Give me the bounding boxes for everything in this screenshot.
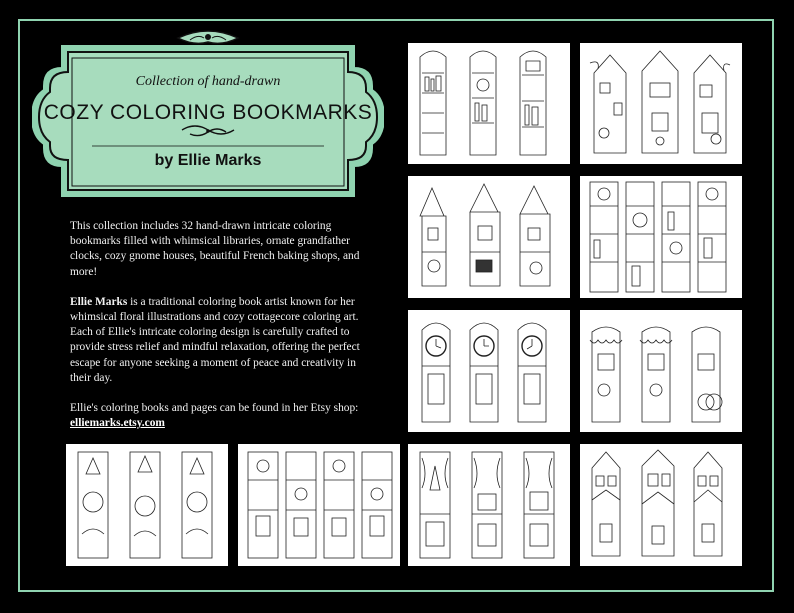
thumb-cupboard-bookmarks: [238, 444, 400, 566]
cupboard-bookmarks-art: [238, 444, 400, 566]
page-title: COZY COLORING BOOKMARKS: [43, 101, 373, 124]
description-block: [70, 219, 370, 446]
title-plaque: [32, 28, 384, 206]
thumb-window-bookmarks: [408, 444, 570, 566]
thumb-bakery-bookmarks: [580, 310, 742, 432]
gnome-bookmarks-art: [66, 444, 228, 566]
thumb-clock-bookmarks: [408, 310, 570, 432]
clock-bookmarks-art: [408, 310, 570, 432]
author-byline: by Ellie Marks: [154, 152, 262, 169]
library-bookmarks-art: [408, 43, 570, 164]
shelf-bookmarks-art: [580, 176, 742, 298]
house-bookmarks-art: [580, 43, 742, 164]
author-name: Ellie Marks: [70, 295, 128, 308]
shop-text: Ellie's coloring books and pages can be found in her Etsy shop:: [70, 402, 359, 415]
window-bookmarks-art: [408, 444, 570, 566]
thumb-library-bookmarks: [408, 43, 570, 164]
thumb-house-bookmarks: [580, 43, 742, 164]
thumb-shelf-bookmarks: [580, 176, 742, 298]
description-shop: [70, 401, 370, 431]
castle-bookmarks-art: [408, 176, 570, 298]
thumb-castle-bookmarks: [408, 176, 570, 298]
description-about: [70, 295, 370, 386]
village-bookmarks-art: [580, 444, 742, 566]
plaque-subtitle: Collection of hand-drawn: [135, 74, 281, 89]
about-text: is a traditional coloring book artist known for her whimsical floral illustrations and cozy cottagecore coloring art. Each of Ellie's intricate coloring design is carefully crafted to provide stress relief and mindful relaxation, offering the perfect escape for anyone seeking a moment of peace and creativity in their day.: [70, 295, 360, 384]
bakery-bookmarks-art: [580, 310, 742, 432]
thumb-village-bookmarks: [580, 444, 742, 566]
etsy-shop-link[interactable]: elliemarks.etsy.com: [70, 417, 165, 430]
thumb-gnome-bookmarks: [66, 444, 228, 566]
description-intro: This collection includes 32 hand-drawn intricate coloring bookmarks filled with whimsical libraries, ornate grandfather clocks, cozy gnome houses, beautiful French baking shops, and more!: [70, 220, 360, 278]
